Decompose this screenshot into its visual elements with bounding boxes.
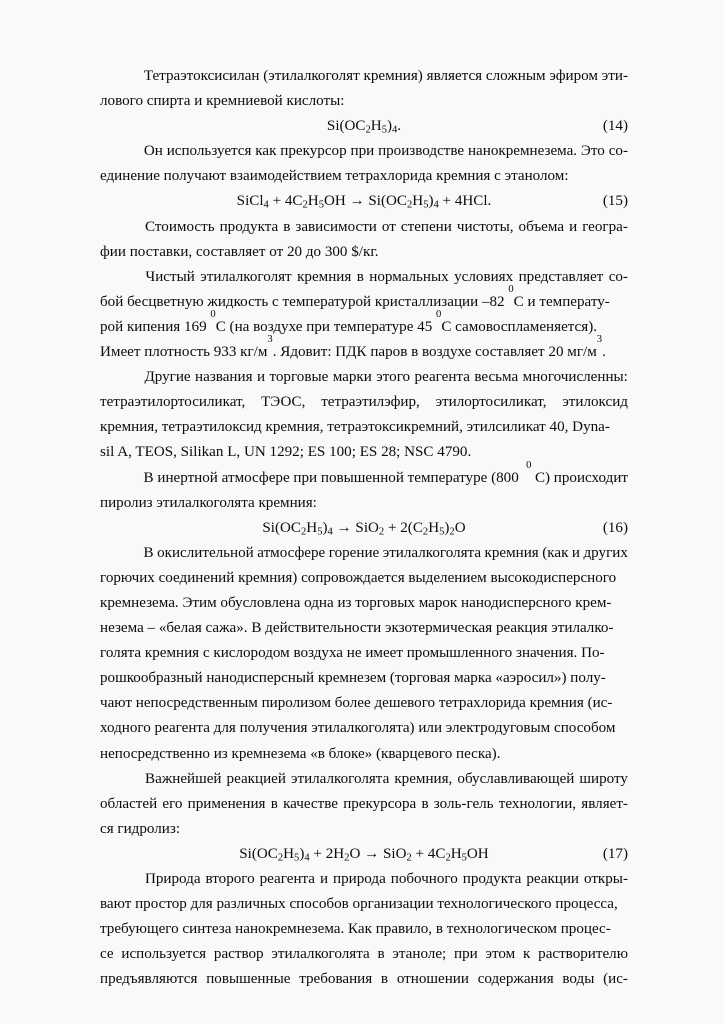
word: растворителю bbox=[538, 946, 628, 963]
word: окислительной bbox=[157, 544, 254, 561]
word: прекурсор bbox=[280, 143, 347, 160]
text-line bbox=[100, 390, 628, 415]
word: золь-гель bbox=[433, 795, 494, 812]
word: этилалкоголят bbox=[200, 268, 292, 285]
word: являет- bbox=[581, 795, 628, 812]
word: се bbox=[100, 946, 114, 963]
word: зависимости bbox=[295, 218, 377, 235]
word: в bbox=[377, 946, 385, 963]
paragraph-4 bbox=[100, 265, 628, 365]
text-line bbox=[100, 334, 628, 365]
line-text: С и температу- bbox=[513, 293, 610, 310]
text-line bbox=[100, 691, 628, 716]
paragraph-7 bbox=[100, 541, 628, 767]
word: нормальных bbox=[369, 268, 449, 285]
word: и bbox=[319, 871, 329, 887]
paragraph-3 bbox=[100, 215, 628, 265]
line-text: требующего синтеза нанокремнезема. Как правило, в технологическом процес- bbox=[100, 921, 611, 938]
line-text: фии поставки, составляет от 20 до 300 $/кг. bbox=[100, 243, 379, 260]
text-line bbox=[100, 164, 628, 189]
paragraph-indent bbox=[100, 215, 140, 240]
word: кремния) bbox=[363, 68, 423, 84]
text-line bbox=[100, 215, 628, 240]
word: горение bbox=[328, 544, 380, 561]
word: условиях bbox=[454, 268, 514, 285]
word: тетраэтилэфир, bbox=[321, 394, 420, 411]
word: Природа bbox=[144, 871, 201, 887]
text-line bbox=[100, 265, 628, 290]
word: со- bbox=[608, 268, 628, 285]
word: представляет bbox=[518, 268, 604, 285]
word: повышенные bbox=[206, 971, 291, 988]
text-line bbox=[100, 415, 628, 440]
word: этаноле; bbox=[392, 946, 447, 963]
word: реакции bbox=[526, 871, 580, 887]
line-text: кремнезема. Этим обусловлена одна из торговых марок нанодисперсного крем- bbox=[100, 594, 612, 611]
word: предъявляются bbox=[100, 971, 198, 988]
equation-14-body: $Si(OC_2H_5)_4$. bbox=[326, 118, 402, 136]
word: (как bbox=[542, 544, 569, 561]
word: в bbox=[380, 971, 389, 988]
word: прекурсора bbox=[343, 795, 417, 812]
word: В bbox=[143, 544, 154, 561]
word: (этилалкоголят bbox=[263, 68, 360, 84]
text-line bbox=[100, 308, 628, 340]
line-text: бой бесцветную жидкость с температурой кристаллизации –82 bbox=[100, 293, 509, 310]
text-line bbox=[100, 967, 628, 992]
line-text: . bbox=[602, 344, 606, 361]
text-line bbox=[100, 591, 628, 616]
word: сложным bbox=[485, 68, 546, 84]
text-line bbox=[100, 616, 628, 641]
paragraph-indent bbox=[100, 767, 140, 792]
line-text: единение получают взаимодействием тетрахлорида кремния с этанолом: bbox=[100, 168, 569, 185]
text-line bbox=[100, 817, 628, 842]
paragraph-indent bbox=[100, 139, 140, 164]
word: и bbox=[569, 218, 578, 235]
text-line bbox=[100, 240, 628, 265]
text-line bbox=[100, 792, 628, 817]
text-line bbox=[100, 365, 628, 390]
degree-symbol: 0 bbox=[210, 308, 216, 320]
text-line bbox=[100, 89, 628, 114]
line-text: С (на воздухе при температуре 45 bbox=[215, 318, 437, 335]
line-text: лового спирта и кремниевой кислоты: bbox=[100, 93, 345, 110]
word: Тетраэтоксисилан bbox=[143, 68, 260, 84]
word: воды bbox=[562, 971, 595, 988]
line-text: . Ядовит: ПДК паров в воздухе составляет 20 мг/м bbox=[272, 344, 597, 361]
word: требования bbox=[299, 971, 373, 988]
line-text: С самовоспламеняется). bbox=[441, 318, 597, 335]
word: этилалкоголята bbox=[382, 544, 482, 561]
word: второго bbox=[205, 871, 255, 887]
word: реагента bbox=[414, 369, 470, 386]
word: содержания bbox=[477, 971, 554, 988]
word: от bbox=[381, 218, 396, 235]
word: и bbox=[256, 369, 266, 386]
document-body bbox=[100, 64, 628, 992]
text-line bbox=[100, 459, 628, 491]
word: этого bbox=[376, 369, 411, 386]
paragraph-indent bbox=[100, 867, 140, 892]
line-text: sil A, TEOS, Silikan L, UN 1292; ES 100; ES 28; NSC 4790. bbox=[100, 444, 472, 461]
word: этилалкоголята bbox=[271, 946, 370, 963]
word: его bbox=[162, 795, 183, 812]
word: Чистый bbox=[145, 268, 195, 285]
word: как bbox=[255, 143, 277, 160]
equation-15-body: SiCl$_4$ + $4C_2H_5OH \to Si(OC_2H_5)_4 + 4HCl$. bbox=[236, 193, 492, 212]
paragraph-indent bbox=[100, 64, 140, 89]
word: областей bbox=[100, 795, 158, 812]
word: марки bbox=[332, 369, 372, 386]
word: названия bbox=[195, 369, 253, 386]
text-line bbox=[100, 666, 628, 691]
text-line bbox=[100, 767, 628, 792]
equation-17-number: (17) bbox=[602, 845, 628, 862]
text-line bbox=[100, 942, 628, 967]
word: к bbox=[523, 946, 531, 963]
word: тетраэтилортосиликат, bbox=[100, 394, 246, 411]
equation-16-row bbox=[100, 516, 628, 541]
line-text: ся гидролиз: bbox=[100, 820, 181, 837]
line-text: вают простор для различных способов организации технологического процесса, bbox=[100, 896, 618, 913]
line-text: Имеет плотность 933 кг/м bbox=[100, 344, 268, 361]
equation-17-body: $Si(OC_2H_5)_4 + 2H_2O \to SiO_2 + 4C_2H_5OH$ bbox=[239, 845, 489, 864]
word: реакцией bbox=[226, 770, 286, 787]
word: Он bbox=[143, 143, 163, 160]
word: весьма bbox=[474, 369, 519, 386]
equation-16-body: $Si(OC_2H_5)_4 \to SiO_2 + 2(C_2H_5)_2O$ bbox=[262, 519, 466, 538]
line-text: чают непосредственным пиролизом более дешевого тетрахлорида кремния (ис- bbox=[100, 695, 613, 712]
degree-symbol: 0 bbox=[508, 283, 514, 295]
word: применения bbox=[187, 795, 266, 812]
word: ТЭОС, bbox=[261, 394, 306, 411]
paragraph-indent bbox=[100, 466, 140, 491]
text-line bbox=[100, 64, 628, 89]
text-line bbox=[100, 440, 628, 465]
word: при bbox=[350, 143, 375, 160]
paragraph-8 bbox=[100, 767, 628, 842]
word: откры- bbox=[583, 871, 628, 887]
word: побочного bbox=[390, 871, 458, 887]
line-text: В инертной атмосфере при повышенной температуре (800 bbox=[143, 469, 523, 486]
line-text: С) происходит bbox=[534, 469, 628, 486]
word: Стоимость bbox=[145, 218, 215, 235]
paragraph-1 bbox=[100, 64, 628, 114]
word: (ис- bbox=[603, 971, 628, 988]
word: реагента bbox=[259, 871, 316, 887]
word: со- bbox=[608, 143, 628, 160]
paragraph-indent bbox=[100, 541, 140, 566]
word: этилортосиликат, bbox=[435, 394, 547, 411]
word: этилоксид bbox=[562, 394, 628, 411]
word: в bbox=[283, 218, 291, 235]
line-text: незема – «белая сажа». В действительности экзотермическая реакция этилалко- bbox=[100, 620, 614, 637]
word: Важнейшей bbox=[145, 770, 222, 787]
degree-symbol: 0 bbox=[436, 308, 442, 320]
word: чистоты, bbox=[456, 218, 514, 235]
word: этилалкоголята bbox=[291, 770, 390, 787]
word: обуславливающей bbox=[457, 770, 575, 787]
degree-symbol: 0 bbox=[526, 459, 532, 471]
equation-14-number: (14) bbox=[602, 118, 628, 135]
word: Это bbox=[580, 143, 605, 160]
word: природа bbox=[333, 871, 386, 887]
word: продукта bbox=[462, 871, 522, 887]
word: кремния, bbox=[394, 770, 453, 787]
line-text: рой кипения 169 bbox=[100, 318, 211, 335]
word: нанокремнезема. bbox=[467, 143, 578, 160]
word: используется bbox=[121, 946, 207, 963]
word: при bbox=[454, 946, 478, 963]
text-line bbox=[100, 641, 628, 666]
word: является bbox=[426, 68, 483, 84]
word: этом bbox=[485, 946, 516, 963]
word: производстве bbox=[378, 143, 465, 160]
word: и bbox=[571, 544, 580, 561]
superscript-cube: 3 bbox=[267, 334, 273, 346]
word: геогра- bbox=[582, 218, 628, 235]
word: Другие bbox=[144, 369, 191, 386]
paragraph-2 bbox=[100, 139, 628, 189]
paragraph-9 bbox=[100, 867, 628, 992]
text-line bbox=[100, 742, 628, 767]
word: других bbox=[583, 544, 628, 561]
text-line bbox=[100, 892, 628, 917]
paragraph-indent bbox=[100, 365, 140, 390]
word: эти- bbox=[601, 68, 628, 84]
equation-15-row bbox=[100, 189, 628, 214]
text-line bbox=[100, 716, 628, 741]
equation-16-number: (16) bbox=[602, 519, 628, 536]
text-line bbox=[100, 139, 628, 164]
line-text: кремния, тетраэтилоксид кремния, тетраэтоксикремний, этилсиликат 40, Dyna- bbox=[100, 419, 610, 436]
word: отношении bbox=[396, 971, 469, 988]
word: в bbox=[270, 795, 278, 812]
line-text: непосредственно из кремнезема «в блоке» (кварцевого песка). bbox=[100, 745, 501, 762]
word: качестве bbox=[283, 795, 338, 812]
line-text: ходного реагента для получения этилалкоголята) или электродуговым способом bbox=[100, 720, 616, 737]
text-line bbox=[100, 917, 628, 942]
line-text: рошкообразный нанодисперсный кремнезем (торговая марка «аэросил») полу- bbox=[100, 670, 606, 687]
paragraph-6 bbox=[100, 459, 628, 516]
word: продукта bbox=[219, 218, 279, 235]
equation-15-number: (15) bbox=[602, 193, 628, 210]
line-text: пиролиз этилалкоголята кремния: bbox=[100, 494, 317, 511]
word: многочисленны: bbox=[522, 369, 628, 386]
text-line bbox=[100, 867, 628, 892]
line-text: голята кремния с кислородом воздуха не имеет промышленного значения. По- bbox=[100, 645, 605, 662]
text-line bbox=[100, 566, 628, 591]
word: объема bbox=[518, 218, 565, 235]
line-text: горючих соединений кремния) сопровождается выделением высокодисперсного bbox=[100, 569, 617, 586]
word: атмосфере bbox=[257, 544, 326, 561]
word: эфиром bbox=[549, 68, 598, 84]
word: кремния bbox=[484, 544, 539, 561]
equation-14-row bbox=[100, 114, 628, 139]
equation-17-row bbox=[100, 842, 628, 867]
word: широту bbox=[579, 770, 628, 787]
word: технологии, bbox=[498, 795, 577, 812]
word: в bbox=[421, 795, 429, 812]
paragraph-5 bbox=[100, 365, 628, 465]
word: раствор bbox=[213, 946, 264, 963]
text-line bbox=[100, 491, 628, 516]
text-line bbox=[100, 541, 628, 566]
word: торговые bbox=[269, 369, 329, 386]
word: степени bbox=[400, 218, 452, 235]
word: в bbox=[356, 268, 364, 285]
superscript-cube: 3 bbox=[596, 334, 603, 346]
text-line bbox=[100, 283, 628, 315]
word: используется bbox=[166, 143, 252, 160]
word: кремния bbox=[297, 268, 352, 285]
paragraph-indent bbox=[100, 265, 140, 290]
